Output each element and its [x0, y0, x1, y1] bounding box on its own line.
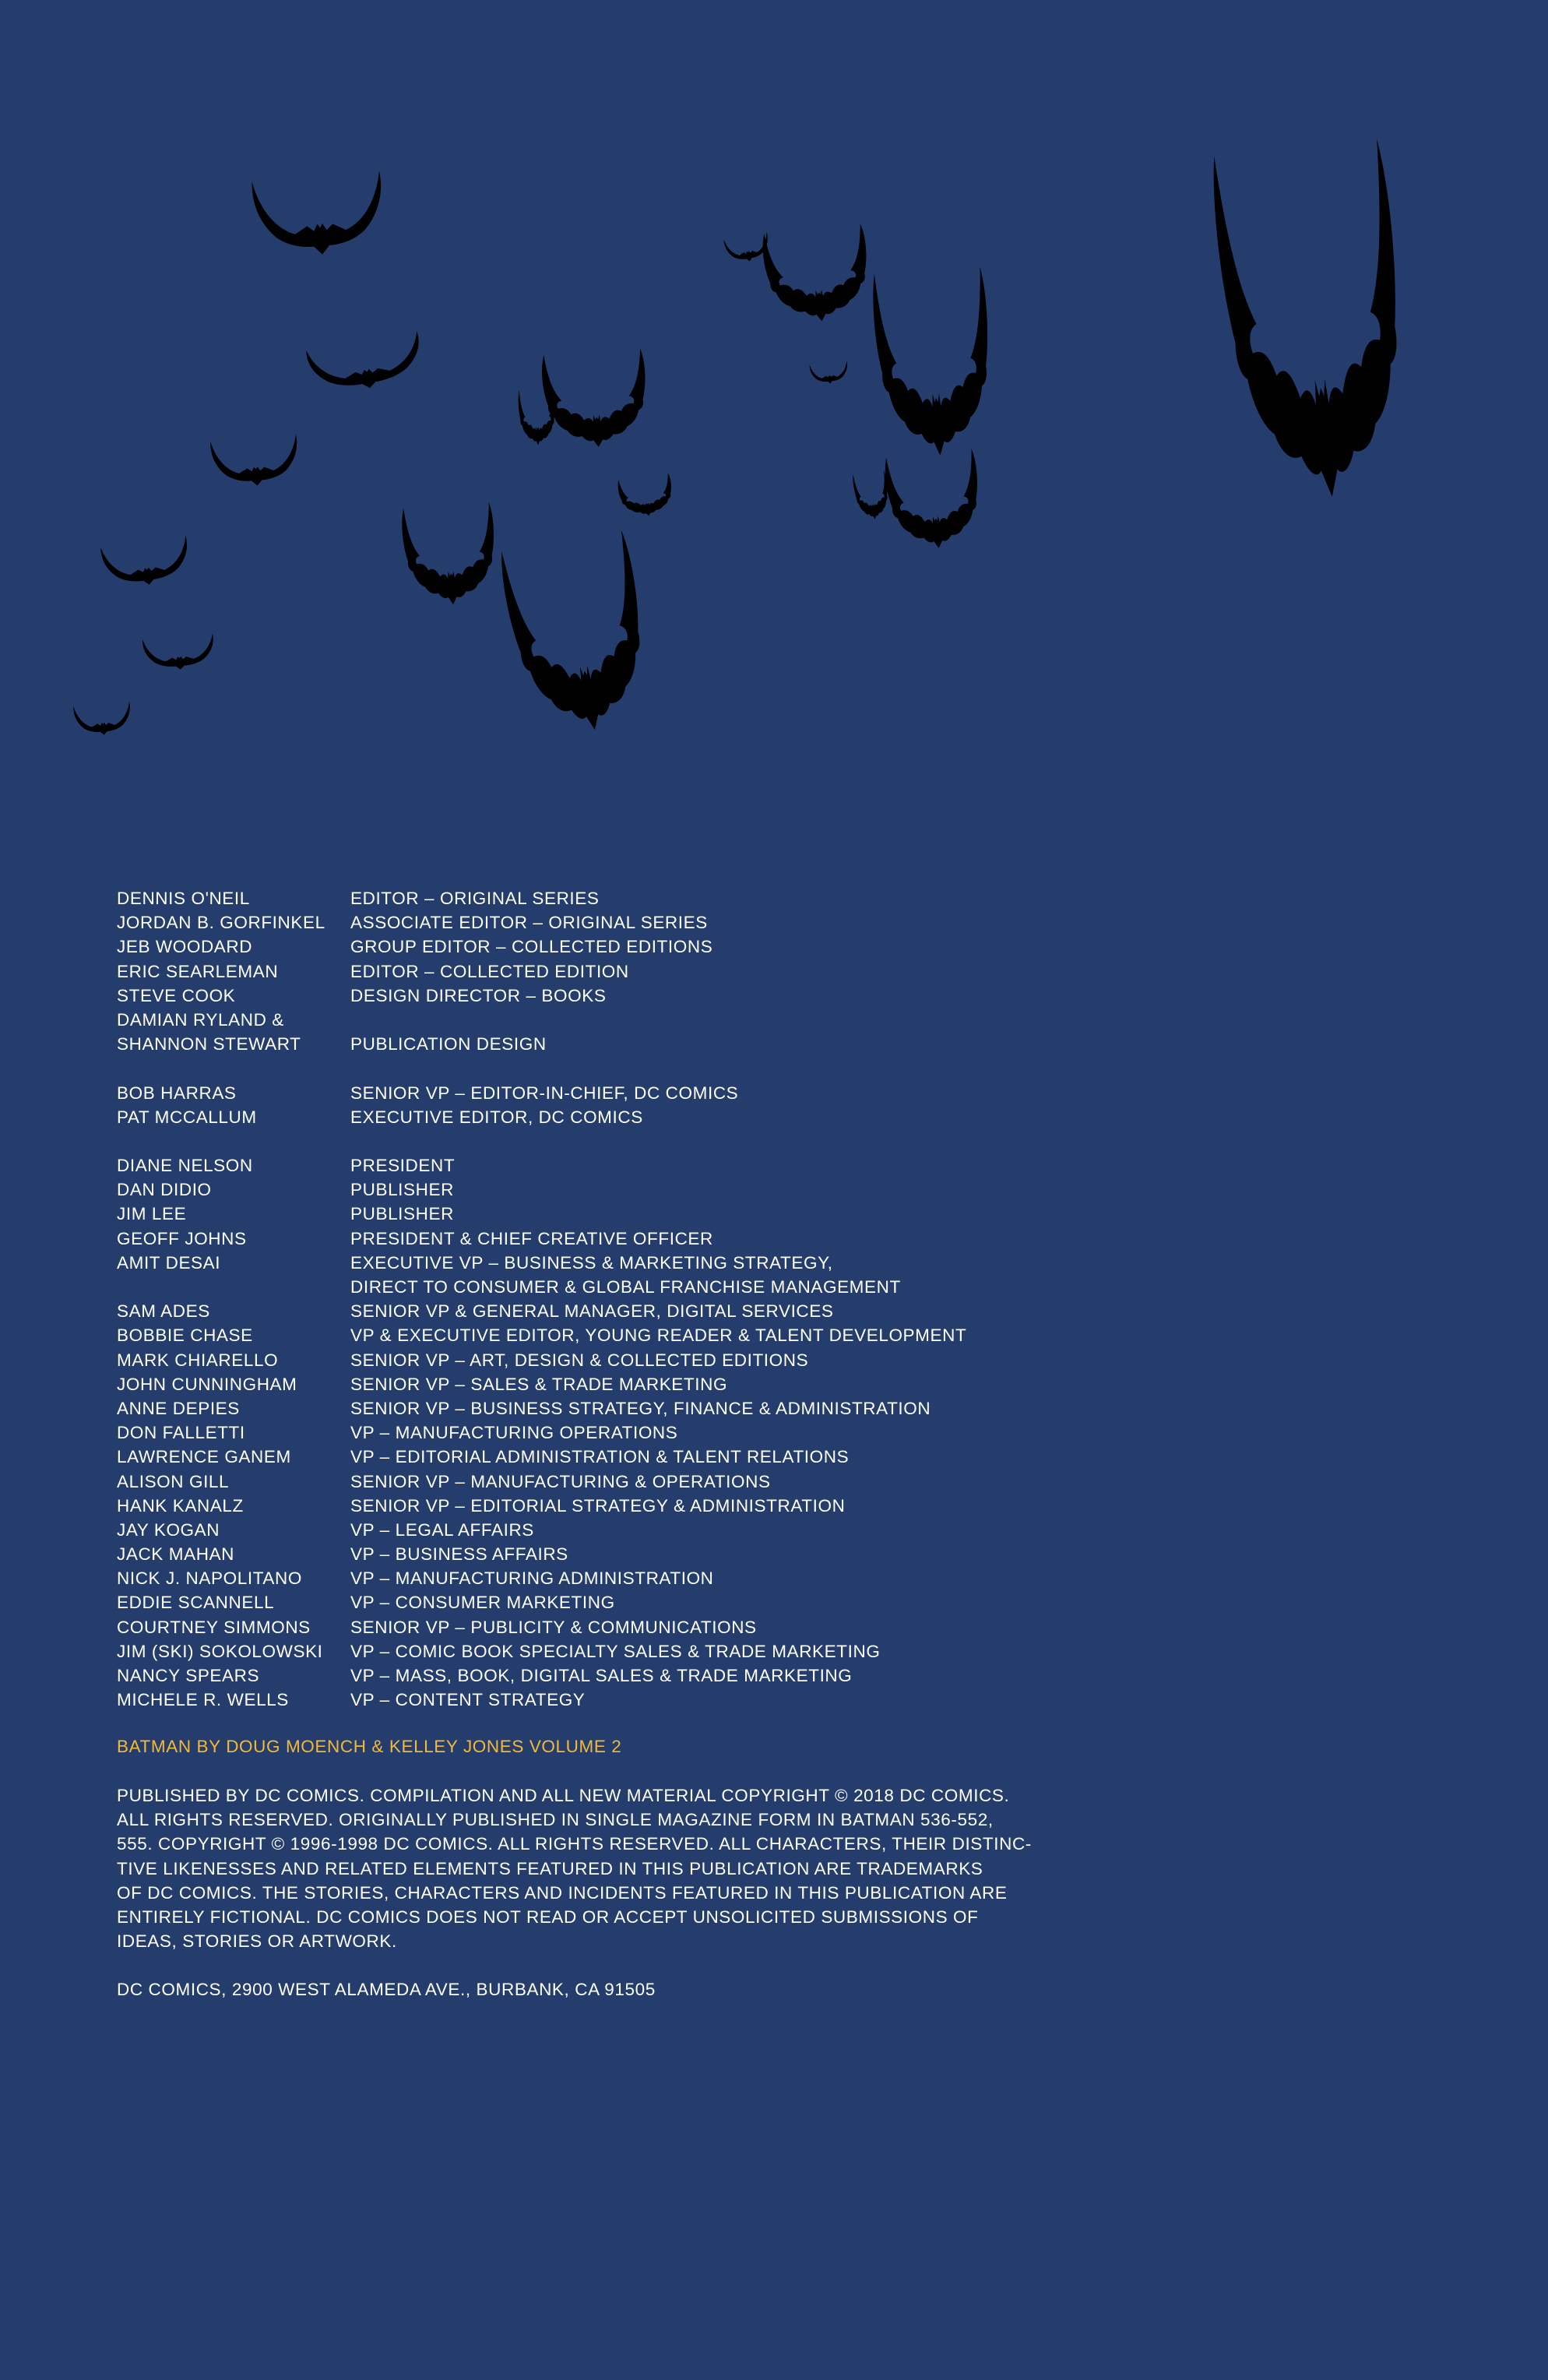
credit-name [117, 1129, 350, 1153]
credit-row [117, 1251, 966, 1275]
credit-row [117, 959, 966, 984]
credit-row [117, 910, 966, 935]
credit-row [117, 1105, 966, 1129]
bat-silhouette-icon [498, 530, 659, 741]
credit-row [117, 1542, 966, 1566]
credit-name: ANNE DEPIES [117, 1398, 240, 1418]
credit-role: DIRECT TO CONSUMER & GLOBAL FRANCHISE MANAGEMENT [350, 1277, 901, 1297]
publisher-address: DC COMICS, 2900 WEST ALAMEDA AVE., BURBANK, CA 91505 [117, 1980, 656, 1999]
credit-role: PUBLISHER [350, 1204, 454, 1224]
credit-row [117, 1372, 966, 1396]
credit-name: EDDIE SCANNELL [117, 1593, 275, 1613]
credit-name: JAY KOGAN [117, 1519, 220, 1540]
credit-name: GEOFF JOHNS [117, 1228, 247, 1248]
credit-role: VP – CONTENT STRATEGY [350, 1690, 586, 1710]
credit-row [117, 1518, 966, 1542]
credit-row [117, 935, 966, 959]
credit-role: SENIOR VP – MANUFACTURING & OPERATIONS [350, 1471, 771, 1491]
credits-list [117, 886, 966, 1712]
bat-silhouette-icon [210, 434, 301, 489]
credit-name: NICK J. NAPOLITANO [117, 1568, 302, 1589]
credit-name: JACK MAHAN [117, 1544, 235, 1565]
credit-role: SENIOR VP – EDITORIAL STRATEGY & ADMINISTRATION [350, 1495, 846, 1516]
legal-line: OF DC COMICS. THE STORIES, CHARACTERS AND INCIDENTS FEATURED IN THIS PUBLICATION ARE [117, 1882, 1008, 1903]
credit-name: JIM LEE [117, 1204, 187, 1224]
credit-name: ERIC SEARLEMAN [117, 961, 279, 981]
credit-row [117, 1590, 966, 1614]
book-title: BATMAN BY DOUG MOENCH & KELLEY JONES VOLUME 2 [117, 1737, 622, 1756]
credit-name: HANK KANALZ [117, 1495, 244, 1516]
credit-name: JOHN CUNNINGHAM [117, 1374, 297, 1394]
credit-row [117, 1470, 966, 1494]
credit-row [117, 1494, 966, 1518]
credit-role: VP & EXECUTIVE EDITOR, YOUNG READER & TALENT DEVELOPMENT [350, 1326, 967, 1346]
bat-silhouette-icon [142, 633, 216, 672]
credit-name: SHANNON STEWART [117, 1034, 301, 1054]
credit-name: DON FALLETTI [117, 1423, 245, 1443]
credit-role: VP – BUSINESS AFFAIRS [350, 1544, 568, 1565]
credit-role: SENIOR VP – SALES & TRADE MARKETING [350, 1374, 728, 1394]
credit-name: MARK CHIARELLO [117, 1350, 279, 1370]
bat-silhouette-icon [252, 171, 387, 260]
credit-name: NANCY SPEARS [117, 1666, 260, 1685]
credit-role: VP – EDITORIAL ADMINISTRATION & TALENT RELATIONS [350, 1447, 850, 1467]
credit-name: JEB WOODARD [117, 937, 253, 957]
bat-silhouette-icon [306, 331, 426, 398]
credit-row [117, 1275, 966, 1299]
credit-name: STEVE COOK [117, 985, 236, 1005]
credit-row [117, 1421, 966, 1445]
credit-name: JORDAN B. GORFINKEL [117, 913, 325, 933]
bat-flock-illustration [0, 0, 1548, 857]
credit-role: VP – COMIC BOOK SPECIALTY SALES & TRADE MARKETING [350, 1641, 881, 1661]
credit-role: SENIOR VP & GENERAL MANAGER, DIGITAL SERVICES [350, 1301, 834, 1322]
credit-row [117, 1081, 966, 1105]
credit-row [117, 1032, 966, 1056]
legal-line: ENTIRELY FICTIONAL. DC COMICS DOES NOT READ OR ACCEPT UNSOLICITED SUBMISSIONS OF [117, 1906, 979, 1927]
credit-row [117, 1227, 966, 1251]
bat-silhouette-icon [73, 701, 132, 737]
credit-role: VP – LEGAL AFFAIRS [350, 1519, 534, 1540]
credit-row [117, 984, 966, 1008]
credit-row [117, 1445, 966, 1469]
credit-name: DIANE NELSON [117, 1156, 253, 1176]
credit-role: PUBLISHER [350, 1180, 454, 1200]
credit-role: EXECUTIVE EDITOR, DC COMICS [350, 1107, 643, 1127]
bat-silhouette-icon [540, 348, 649, 450]
credit-spacer [117, 1056, 966, 1080]
credit-role: DESIGN DIRECTOR – BOOKS [350, 985, 607, 1005]
credit-role: EDITOR – COLLECTED EDITION [350, 961, 629, 981]
credit-name: AMIT DESAI [117, 1252, 221, 1273]
bat-silhouette-icon [884, 449, 984, 553]
credit-name: MICHELE R. WELLS [117, 1690, 289, 1710]
credit-name: SAM ADES [117, 1301, 210, 1322]
legal-line: TIVE LIKENESSES AND RELATED ELEMENTS FEATURED IN THIS PUBLICATION ARE TRADEMARKS [117, 1858, 983, 1878]
credit-row [117, 1396, 966, 1421]
credit-name [117, 1275, 350, 1299]
credit-role: SENIOR VP – PUBLICITY & COMMUNICATIONS [350, 1617, 757, 1637]
credit-name: DENNIS O'NEIL [117, 889, 250, 908]
credit-role: ASSOCIATE EDITOR – ORIGINAL SERIES [350, 913, 708, 933]
bat-silhouette-icon [852, 470, 892, 522]
bat-silhouette-icon [871, 266, 996, 459]
credit-role: VP – CONSUMER MARKETING [350, 1593, 615, 1613]
credit-row [117, 1008, 966, 1032]
credit-role: GROUP EDITOR – COLLECTED EDITIONS [350, 937, 713, 957]
credit-row [117, 886, 966, 910]
legal-notice [117, 1783, 1032, 1953]
credit-role: PRESIDENT [350, 1156, 456, 1176]
credit-role: SENIOR VP – ART, DESIGN & COLLECTED EDITIONS [350, 1350, 809, 1370]
bat-silhouette-icon [617, 473, 675, 519]
credit-role: SENIOR VP – EDITOR-IN-CHIEF, DC COMICS [350, 1083, 739, 1103]
legal-line: IDEAS, STORIES OR ARTWORK. [117, 1931, 397, 1952]
bat-silhouette-icon [100, 536, 192, 591]
credit-name: BOBBIE CHASE [117, 1326, 253, 1346]
credit-row [117, 1688, 966, 1712]
credit-row [117, 1615, 966, 1639]
credit-name: BOB HARRAS [117, 1083, 237, 1103]
credit-role: EXECUTIVE VP – BUSINESS & MARKETING STRATEGY, [350, 1252, 833, 1273]
credit-name: LAWRENCE GANEM [117, 1447, 291, 1467]
credit-spacer [117, 1129, 966, 1153]
legal-line: 555. COPYRIGHT © 1996-1998 DC COMICS. ALL RIGHTS RESERVED. ALL CHARACTERS, THEIR DISTINC- [117, 1834, 1032, 1854]
legal-line: PUBLISHED BY DC COMICS. COMPILATION AND ALL NEW MATERIAL COPYRIGHT © 2018 DC COMICS. [117, 1786, 1010, 1805]
credit-row [117, 1639, 966, 1664]
credit-role: PRESIDENT & CHIEF CREATIVE OFFICER [350, 1228, 713, 1248]
credit-row [117, 1664, 966, 1688]
credit-row [117, 1153, 966, 1178]
credit-role: SENIOR VP – BUSINESS STRATEGY, FINANCE & ADMINISTRATION [350, 1398, 931, 1418]
bat-silhouette-icon [401, 502, 499, 607]
credit-row [117, 1178, 966, 1202]
credit-role: EDITOR – ORIGINAL SERIES [350, 889, 600, 908]
credit-role: VP – MANUFACTURING ADMINISTRATION [350, 1568, 714, 1589]
bat-silhouette-icon [761, 224, 873, 326]
credit-name: PAT MCCALLUM [117, 1107, 257, 1127]
credit-name: DAN DIDIO [117, 1180, 212, 1200]
credit-row [117, 1299, 966, 1323]
credit-role: VP – MANUFACTURING OPERATIONS [350, 1423, 678, 1443]
credit-role: VP – MASS, BOOK, DIGITAL SALES & TRADE MARKETING [350, 1666, 853, 1685]
bat-silhouette-icon [809, 361, 849, 386]
credit-row [117, 1202, 966, 1226]
credit-name: DAMIAN RYLAND & [117, 1009, 284, 1030]
credit-row [117, 1348, 966, 1372]
credit-row [117, 1323, 966, 1347]
credit-role: PUBLICATION DESIGN [350, 1034, 547, 1054]
bat-silhouette-icon [1208, 139, 1419, 505]
credit-row [117, 1566, 966, 1590]
credit-name: JIM (SKI) SOKOLOWSKI [117, 1641, 323, 1661]
legal-line: ALL RIGHTS RESERVED. ORIGINALLY PUBLISHED IN SINGLE MAGAZINE FORM IN BATMAN 536-552, [117, 1810, 994, 1830]
credit-name [117, 1056, 350, 1080]
credit-name: ALISON GILL [117, 1471, 230, 1491]
credit-name: COURTNEY SIMMONS [117, 1617, 311, 1637]
